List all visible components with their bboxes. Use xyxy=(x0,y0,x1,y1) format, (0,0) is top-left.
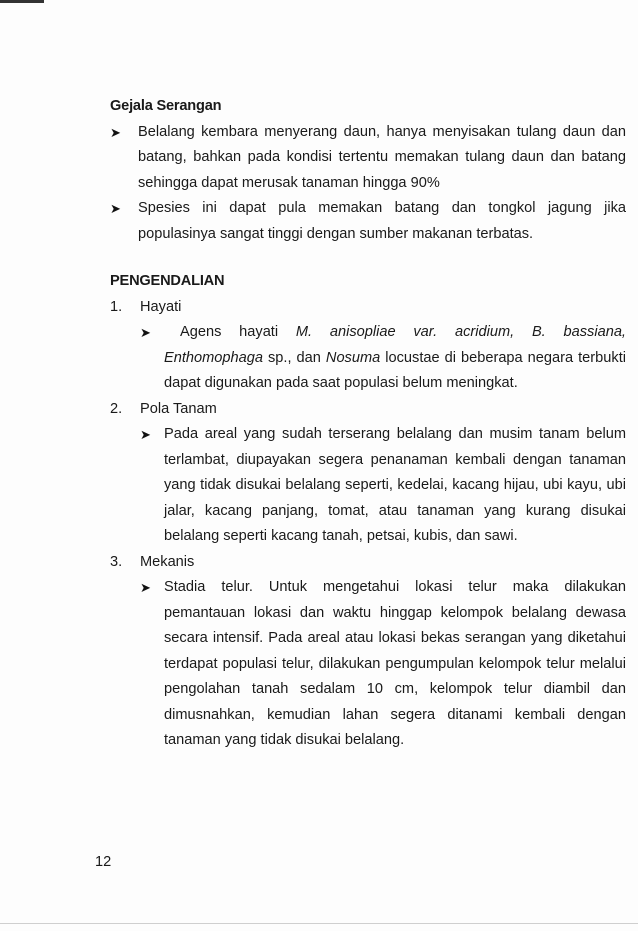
page-content xyxy=(110,94,626,754)
hayati-bullet xyxy=(140,320,626,397)
page-bottom-edge xyxy=(0,923,638,924)
numbered-item-mekanis xyxy=(110,550,626,576)
numbered-item-pola-tanam xyxy=(110,397,626,423)
bullet-text: Stadia telur. Untuk mengetahui lokasi telur maka dilakukan pemantauan lokasi dan waktu hinggap kelompok belalang dewasa secara intensif. Pada areal atau lokasi bekas serangan yang diketahui terdapat populasi telur, dilakukan pengumpulan kelompok telur melalui pengolahan tanah sedalam 10 cm, kelompok telur diambil dan dimusnahkan, kemudian lahan segera ditanami kembali dengan tanaman yang tidak disukai belalang. xyxy=(164,579,626,748)
arrowhead-bullet-icon: ➤ xyxy=(140,325,151,340)
gejala-bullet-2 xyxy=(110,196,626,247)
item-title: Pola Tanam xyxy=(140,400,217,417)
species-names: M. anisopliae var. acridium, B. bassiana, Enthomophaga xyxy=(164,324,626,366)
item-number: 2. xyxy=(110,400,123,417)
species-name: Nosuma xyxy=(325,349,381,366)
arrowhead-bullet-icon: ➤ xyxy=(110,124,121,140)
text-part: Agens hayati xyxy=(180,324,296,340)
arrowhead-bullet-icon: ➤ xyxy=(140,427,151,442)
mekanis-bullet xyxy=(140,575,626,754)
item-number: 3. xyxy=(110,553,123,570)
arrowhead-bullet-icon: ➤ xyxy=(110,201,121,216)
pola-tanam-bullet xyxy=(140,422,626,550)
bullet-text: Spesies ini dapat pula memakan batang dan tongkol jagung jika populasinya sangat tinggi dengan sumber makanan terbatas. xyxy=(138,200,626,242)
item-title: Hayati xyxy=(140,298,182,315)
numbered-item-hayati xyxy=(110,295,626,321)
section-heading-gejala: Gejala Serangan xyxy=(110,98,222,114)
section-heading-pengendalian: PENGENDALIAN xyxy=(110,273,225,289)
bullet-text xyxy=(164,320,626,397)
bullet-text: Pada areal yang sudah terserang belalang dan musim tanam belum terlambat, diupayakan segera penanaman kembali dengan tanaman yang tidak disukai belalang seperti, kedelai, kacang hijau, ubi kayu, ubi jalar, kacang panjang, tomat, atau tanaman yang kurang disukai belalang seperti kacang tanah, petsai, kubis, dan sawi. xyxy=(164,426,626,544)
item-title: Mekanis xyxy=(140,553,195,570)
item-number: 1. xyxy=(110,298,123,315)
text-part: sp., dan xyxy=(263,349,326,366)
gejala-bullet-1 xyxy=(110,120,626,197)
arrowhead-bullet-icon: ➤ xyxy=(140,580,151,595)
bullet-text: Belalang kembara menyerang daun, hanya menyisakan tulang daun dan batang, bahkan pada kondisi tertentu memakan tulang daun dan batang sehingga dapat merusak tanaman hingga 90% xyxy=(138,123,626,191)
scan-corner-mark xyxy=(0,0,44,3)
text-part: locustae di beberapa negara terbukti dapat digunakan pada saat populasi belum meningkat. xyxy=(164,349,626,391)
page-number: 12 xyxy=(95,854,112,870)
